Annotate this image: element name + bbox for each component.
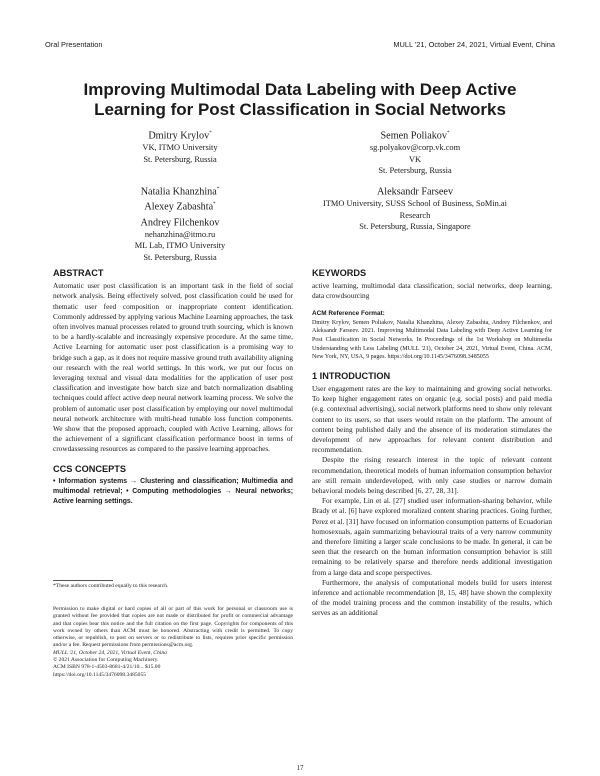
right-column (312, 268, 552, 619)
author-email: sg.polyakov@corp.vk.com (369, 143, 461, 153)
paper-title: Improving Multimodal Data Labeling with Deep Active Learning for Post Classification in Social Networks (83, 80, 517, 119)
author-email: nehanzhina@itmo.ru (144, 230, 216, 240)
running-header-left: Oral Presentation (45, 40, 103, 49)
footnote: *These authors contributed equally to this research. (53, 583, 169, 589)
copyright-line: © 2021 Association for Computing Machinery. (53, 657, 159, 664)
author-name: Semen Poliakov* (380, 130, 450, 142)
acm-ref-heading: ACM Reference Format: (312, 309, 385, 317)
author-location: St. Petersburg, Russia (143, 252, 217, 262)
left-column (53, 268, 293, 507)
copyright-line: MULL '21, October 24, 2021, Virtual Event, China (53, 649, 167, 656)
running-header-right: MULL '21, October 24, 2021, Virtual Event, China (393, 40, 555, 49)
author-location: St. Petersburg, Russia (378, 165, 452, 175)
page-number: 17 (296, 764, 304, 772)
keywords-heading: KEYWORDS (312, 268, 367, 278)
ccs-text: • Information systems → Clustering and classification; Multimedia and multimodal retrieval; • Computing methodologies → Neural networks; Active learning settings. (53, 477, 293, 506)
author-location: St. Petersburg, Russia (143, 154, 217, 164)
author-name: Andrey Filchenkov (140, 217, 220, 229)
author-name: Aleksandr Farseev (376, 186, 454, 198)
author-affiliation-cont: Research (399, 210, 431, 220)
author-block-itmo-lab (95, 183, 265, 263)
author-affiliation: VK, ITMO University (142, 143, 218, 153)
intro-paragraph: Furthermore, the analysis of computational models build for users interest inference and actionable recommendation [8, 15, 48] have shown the complexity of the model training process and the common instability of the results, which serves as an additional (312, 577, 552, 618)
author-name: Dmitry Krylov* (148, 130, 212, 142)
keywords-text: active learning, multimodal data classification, social networks, deep learning, data crowdsourcing (312, 281, 552, 301)
author-block-farseev (305, 183, 525, 232)
abstract-text: Automatic user post classification is an important task in the field of social network analysis. Being effectively solved, post classification could be used for thematic user feed composition or inappropriate content identification. Commonly addressed by applying various Machine Learning approaches, the task often involves manual processes related to ground truth sourcing, which is known to be a hardly-scalable and increasingly expensive procedure. At the same time, Active Learning for automatic user post classification is a promising way to bridge such a gap, as it does not require massive ground truth availability aligning our research with the real world settings. In this work, we put our focus on leveraging textual and visual data modalities for the application of user post classification and investigate how batch size and batch normalization disabling techniques could affect active deep neural network learning process. We solve the problem of automatic user post classification by employing our novel multimodal neural network architecture with multi-head tunable loss function components. We show that the proposed approach, coupled with Active Learning, allows for the achievement of a significant classification performance boost in terms of crowdassessing resources as compared to the passive learning approaches. (53, 281, 293, 454)
author-name: Alexey Zabashta* (144, 201, 216, 213)
abstract-heading: ABSTRACT (53, 268, 104, 278)
intro-paragraph: User engagement rates are the key to maintaining and growing social networks. To keep higher engagement rates on organic (e.g. social posts) and paid media (e.g. contextual advertising), social network platforms need to show only relevant content to its users, so that users would retain on the platform. The amount of content being published daily and the absence of its moderation stimulates the development of new approaches for relevant content distribution and recommendation. (312, 383, 552, 455)
author-affiliation: VK (408, 154, 422, 164)
intro-paragraph: For example, Lin et al. [27] studied user information-sharing behavior, while Brady et al. [6] have explored moralized content sharing practices. Going further, Perez et al. [31] have focused on information consumption patterns of Ecuadorian homosexuals, again summarizing behavioural traits of a very narrow community and therefore limiting a larger scale conclusions to be made. In general, it can be seen that the research on the human information consumption behavior is still remaining to be relatively sparse and therefore needs additional investigation from a large data and scope perspectives. (312, 496, 552, 577)
footnote-rule (53, 580, 113, 581)
permission-text: Permission to make digital or hard copies of all or part of this work for personal or classroom use is granted without fee provided that copies are not made or distributed for profit or commercial advantage and that copies bear this notice and the full citation on the first page. Copyrights for components of this work owned by others than ACM must be honored. Abstracting with credit is permitted. To copy otherwise, or republish, to post on servers or to redistribute to lists, requires prior specific permission and/or a fee. Request permissions from permissions@acm.org. (53, 606, 293, 649)
permission-notice (53, 606, 293, 679)
intro-paragraph: Despite the rising research interest in the topic of relevant content recommendation, theoretical models of human information consumption behavior are still remain underdeveloped, with only case studies or narrow domain behavioral models being described [6, 27, 28, 31]. (312, 455, 552, 496)
ccs-heading: CCS CONCEPTS (53, 463, 126, 474)
intro-heading: 1 INTRODUCTION (312, 370, 391, 381)
author-affiliation: ML Lab, ITMO University (134, 241, 226, 251)
doi-line: https://doi.org/10.1145/3476098.3485055 (53, 671, 147, 678)
author-location: St. Petersburg, Russia, Singapore (359, 221, 471, 231)
copyright-line: ACM ISBN 978-1-4503-8681-4/21/10... $15.00 (53, 664, 161, 671)
author-affiliation: ITMO University, SUSS School of Business, SoMin.ai (323, 199, 507, 209)
author-block-poliakov (320, 127, 510, 176)
acm-ref-text: Dmitry Krylov, Semen Poliakov, Natalia Khanzhina, Alexey Zabashta, Andrey Filchenkov, and Aleksandr Farseev. 2021. Improving Multimodal Data Labeling with Deep Active Learning for Post Classification in Social Networks. In Proceedings of the 1st Workshop on Multimedia Understanding with Less Labeling (MULL '21), October 24, 2021, Virtual Event, China. ACM, New York, NY, USA, 9 pages. https://doi.org/10.1145/3476098.3485055 (312, 319, 552, 361)
author-name: Natalia Khanzhina* (140, 186, 220, 198)
author-block-krylov (95, 127, 265, 165)
